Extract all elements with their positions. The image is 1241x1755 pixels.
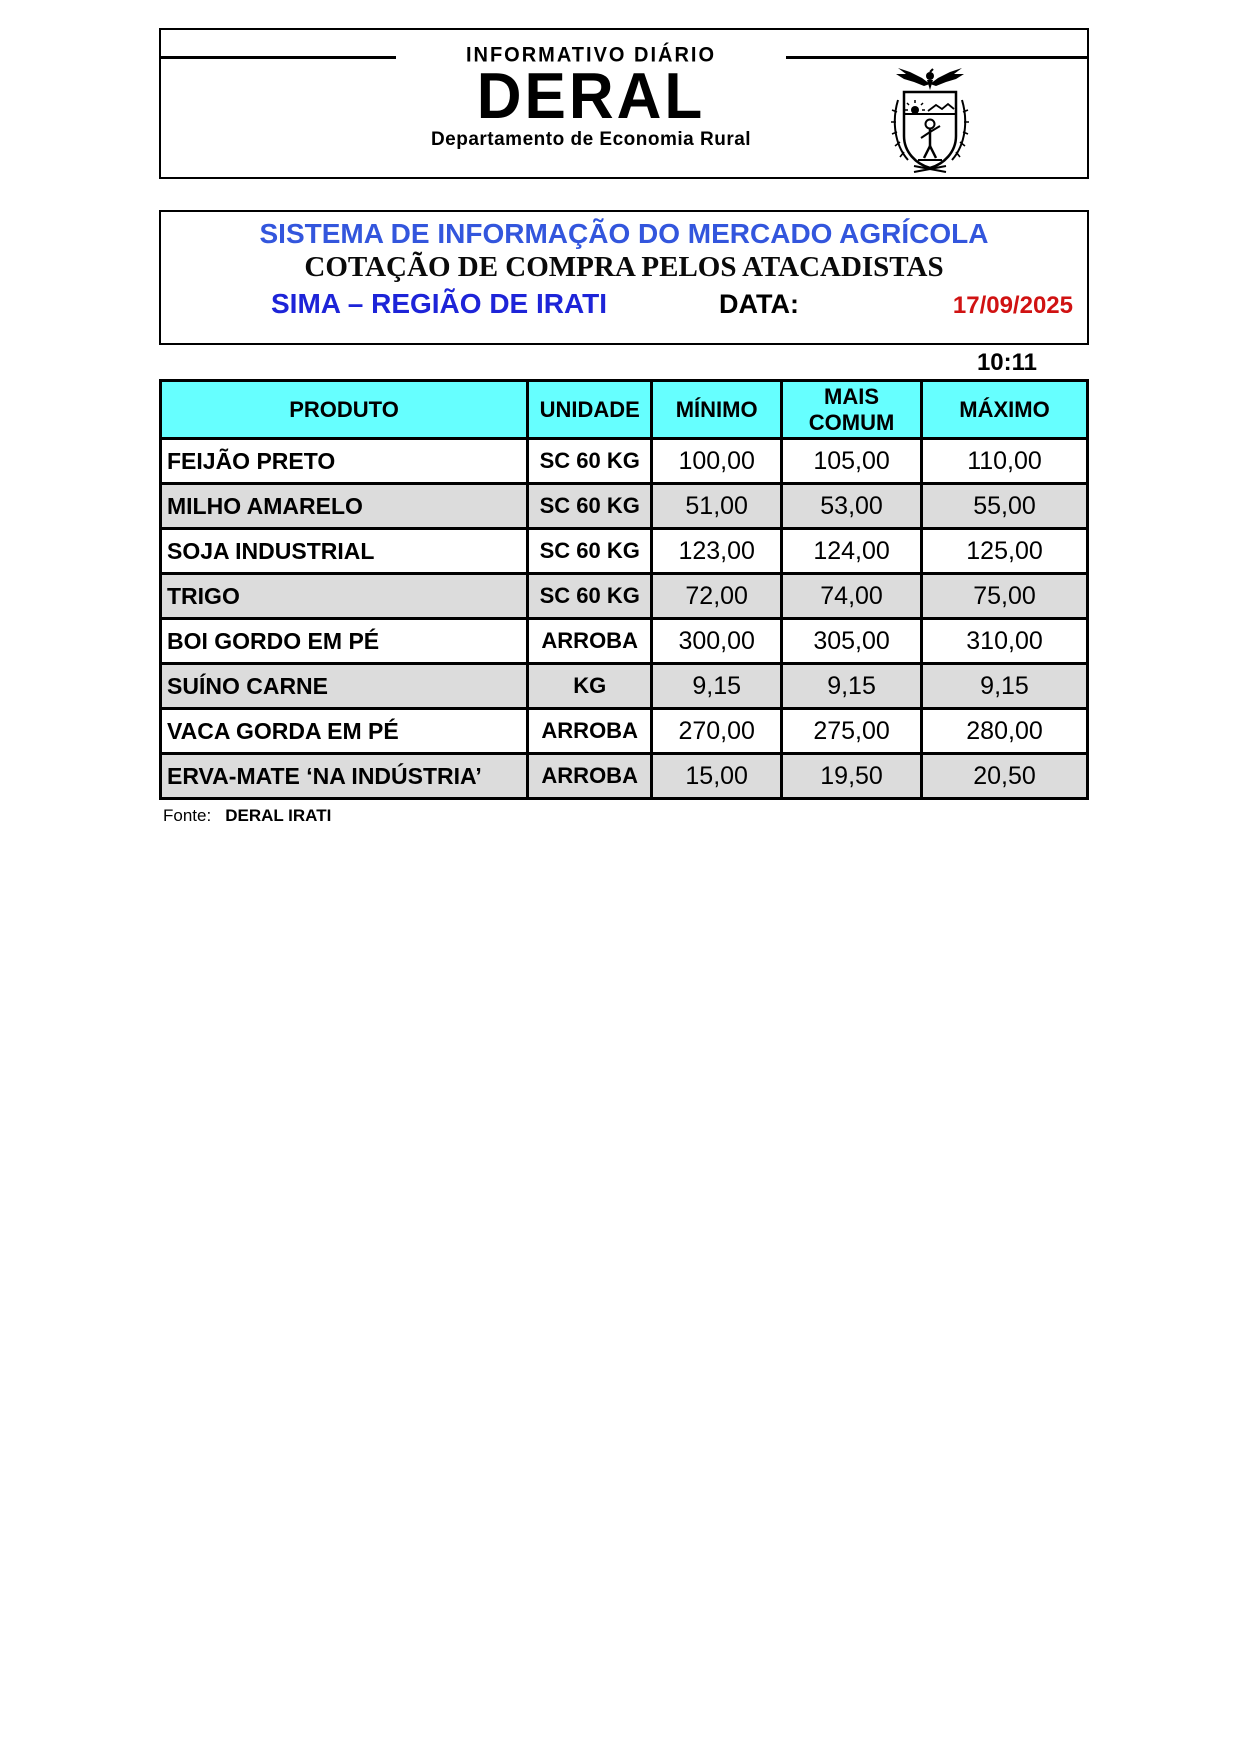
source-label: Fonte:: [163, 806, 212, 825]
cell-minimo: 300,00: [652, 619, 782, 664]
cell-maximo: 9,15: [922, 664, 1088, 709]
cell-produto: SUÍNO CARNE: [161, 664, 528, 709]
cell-minimo: 123,00: [652, 529, 782, 574]
cell-minimo: 100,00: [652, 439, 782, 484]
cell-minimo: 72,00: [652, 574, 782, 619]
cell-mais-comum: 53,00: [782, 484, 922, 529]
cell-mais-comum: 305,00: [782, 619, 922, 664]
cell-produto: FEIJÃO PRETO: [161, 439, 528, 484]
masthead-box: [159, 28, 1089, 179]
cell-unidade: ARROBA: [528, 619, 652, 664]
region-title: SIMA – REGIÃO DE IRATI: [271, 288, 608, 319]
cell-mais-comum: 9,15: [782, 664, 922, 709]
cell-unidade: SC 60 KG: [528, 529, 652, 574]
price-table: [159, 379, 1089, 800]
cell-maximo: 125,00: [922, 529, 1088, 574]
table-row: [161, 619, 1088, 664]
report-subtitle: COTAÇÃO DE COMPRA PELOS ATACADISTAS: [304, 251, 944, 283]
source-line: [163, 806, 331, 826]
logo-subtitle: Departamento de Economia Rural: [430, 128, 752, 150]
deral-logo: [396, 42, 786, 155]
table-row: [161, 754, 1088, 799]
cell-unidade: ARROBA: [528, 709, 652, 754]
table-row: [161, 709, 1088, 754]
cell-produto: SOJA INDUSTRIAL: [161, 529, 528, 574]
logo-wordmark: DERAL: [476, 60, 706, 133]
cell-mais-comum: 124,00: [782, 529, 922, 574]
cell-minimo: 51,00: [652, 484, 782, 529]
cell-maximo: 75,00: [922, 574, 1088, 619]
table-row: [161, 484, 1088, 529]
title-box: [159, 210, 1089, 345]
cell-maximo: 20,50: [922, 754, 1088, 799]
cell-produto: VACA GORDA EM PÉ: [161, 709, 528, 754]
price-table-header: [161, 381, 1088, 439]
date-label: DATA:: [719, 289, 799, 319]
cell-maximo: 110,00: [922, 439, 1088, 484]
date-value: 17/09/2025: [952, 292, 1073, 319]
table-row: [161, 439, 1088, 484]
cell-unidade: SC 60 KG: [528, 439, 652, 484]
region-date-row: [161, 288, 1087, 322]
cell-produto: BOI GORDO EM PÉ: [161, 619, 528, 664]
cell-mais-comum: 105,00: [782, 439, 922, 484]
cell-maximo: 55,00: [922, 484, 1088, 529]
cell-minimo: 15,00: [652, 754, 782, 799]
cell-produto: ERVA-MATE ‘NA INDÚSTRIA’: [161, 754, 528, 799]
column-header-minimo: MÍNIMO: [652, 381, 782, 439]
price-table-body: [161, 439, 1088, 799]
parana-coat-of-arms-icon: [884, 60, 976, 181]
cell-mais-comum: 275,00: [782, 709, 922, 754]
cell-unidade: SC 60 KG: [528, 484, 652, 529]
column-header-maximo: MÁXIMO: [922, 381, 1088, 439]
system-title: SISTEMA DE INFORMAÇÃO DO MERCADO AGRÍCOLA: [259, 218, 989, 249]
column-header-produto: PRODUTO: [161, 381, 528, 439]
cell-maximo: 280,00: [922, 709, 1088, 754]
cell-mais-comum: 19,50: [782, 754, 922, 799]
table-row: [161, 574, 1088, 619]
cell-mais-comum: 74,00: [782, 574, 922, 619]
column-header-mais-comum: MAIS COMUM: [782, 381, 922, 439]
table-row: [161, 529, 1088, 574]
column-header-unidade: UNIDADE: [528, 381, 652, 439]
cell-produto: TRIGO: [161, 574, 528, 619]
cell-minimo: 9,15: [652, 664, 782, 709]
cell-minimo: 270,00: [652, 709, 782, 754]
cell-produto: MILHO AMARELO: [161, 484, 528, 529]
table-row: [161, 664, 1088, 709]
cell-unidade: ARROBA: [528, 754, 652, 799]
cell-unidade: SC 60 KG: [528, 574, 652, 619]
logo-tagline: INFORMATIVO DIÁRIO: [465, 43, 717, 67]
source-value: DERAL IRATI: [225, 806, 332, 825]
cell-maximo: 310,00: [922, 619, 1088, 664]
cell-unidade: KG: [528, 664, 652, 709]
report-time: 10:11: [976, 349, 1037, 376]
